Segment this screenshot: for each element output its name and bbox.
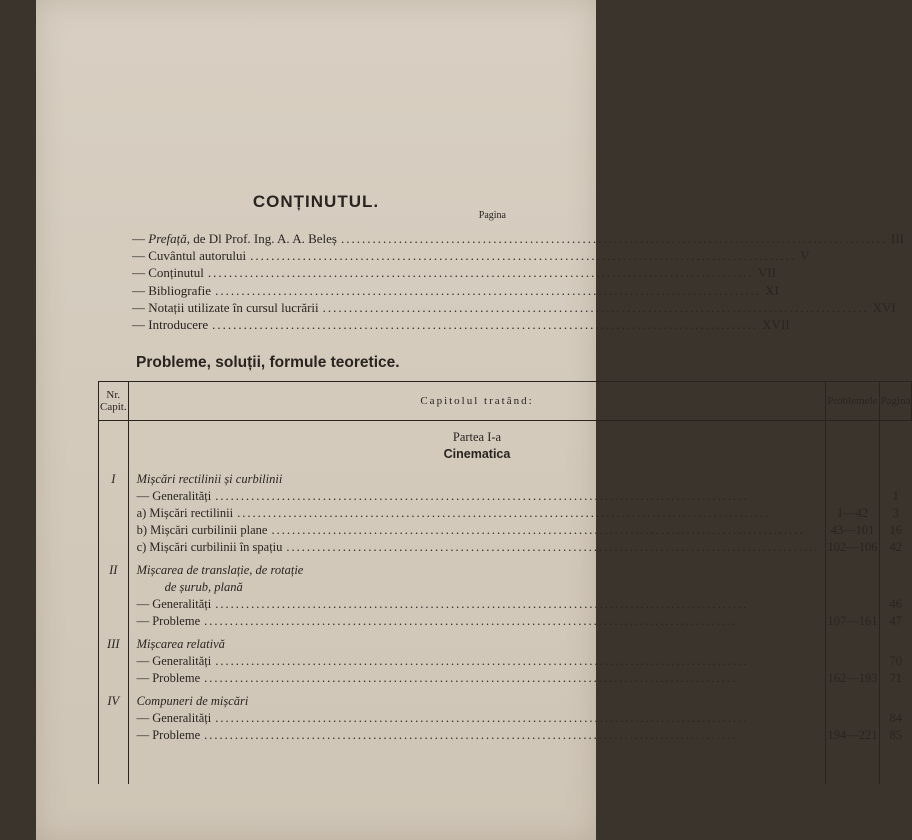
chapter-number <box>99 579 128 596</box>
front-matter-label: — Bibliografie <box>132 282 212 298</box>
chapter-entry <box>129 653 826 670</box>
chapter-number: I <box>111 472 116 486</box>
pagina-column-header: Pagina <box>478 210 506 221</box>
chapter-entry <box>129 670 826 687</box>
entry-page: 16 <box>889 523 902 537</box>
dot-leader <box>215 488 819 505</box>
spacer <box>826 429 878 446</box>
dot-leader <box>215 710 819 727</box>
chapter-entry <box>129 636 826 653</box>
chapter-title: Mișcarea relativă <box>136 637 225 651</box>
spacer <box>880 421 912 429</box>
entry-page: 71 <box>889 671 902 685</box>
chapter-entry <box>129 488 826 505</box>
problem-range <box>826 579 878 596</box>
dot-leader <box>215 653 819 670</box>
problem-range: 162—193 <box>827 671 878 685</box>
front-matter-label: — Conținutul <box>132 265 204 281</box>
front-matter-item <box>132 316 790 334</box>
contents-table <box>98 381 912 784</box>
header-pagina: Pagina <box>879 382 912 421</box>
chapter-number <box>99 653 128 670</box>
entry-page <box>880 693 912 710</box>
entry-label: — Generalități <box>136 597 212 611</box>
entry-page: 84 <box>889 711 902 725</box>
chapter-number <box>99 727 128 744</box>
dot-leader <box>204 613 819 630</box>
header-problemele: Problemele <box>826 382 879 421</box>
chapter-entry <box>129 613 826 630</box>
entry-label: — Generalități <box>136 489 212 503</box>
problem-range: 1—42 <box>836 506 869 520</box>
header-nr-capit: Nr. Capit. <box>99 382 129 421</box>
chapter-number <box>99 596 128 613</box>
front-matter-item <box>132 299 896 317</box>
spacer <box>826 463 878 471</box>
entry-page: 42 <box>889 540 902 554</box>
problem-range: 107—161 <box>827 614 878 628</box>
spacer <box>129 463 826 471</box>
front-matter-item <box>132 248 810 265</box>
chapter-number <box>99 505 128 522</box>
part-name: Cinematica <box>443 447 511 461</box>
entry-page: 3 <box>892 506 899 520</box>
chapter-number <box>99 710 128 727</box>
chapter-number <box>99 670 128 687</box>
spacer <box>99 446 128 463</box>
dot-leader <box>237 505 819 522</box>
entry-page <box>880 471 912 488</box>
entry-label: — Probleme <box>136 614 201 628</box>
chapter-number: II <box>109 563 118 577</box>
entry-page <box>880 636 912 653</box>
dot-leader <box>208 265 754 281</box>
entry-page: 47 <box>889 614 902 628</box>
chapter-number: III <box>107 637 120 651</box>
chapter-number <box>99 539 128 556</box>
entry-page: 1 <box>892 489 899 503</box>
spacer <box>99 463 128 471</box>
entry-page: 85 <box>889 728 902 742</box>
spacer <box>129 421 826 429</box>
dot-leader <box>250 248 796 264</box>
entry-page: 46 <box>889 597 902 611</box>
front-matter-label: — Introducere <box>132 316 209 332</box>
front-matter-page: III <box>890 231 904 246</box>
front-matter-page: VII <box>757 265 776 281</box>
dot-leader <box>271 522 819 539</box>
front-matter-page: XVI <box>872 299 896 315</box>
problem-range: 194—221 <box>827 728 878 742</box>
problem-range <box>826 636 878 653</box>
spacer <box>826 421 878 429</box>
chapter-number <box>99 488 128 505</box>
front-matter-item <box>132 282 779 300</box>
front-matter-label: — Notații utilizate în cursul lucrării <box>132 299 319 315</box>
chapter-entry <box>129 579 826 596</box>
dot-leader <box>204 670 819 687</box>
chapter-entry <box>129 596 826 613</box>
chapter-entry <box>129 710 826 727</box>
entry-page: 70 <box>889 654 902 668</box>
dot-leader <box>341 231 887 247</box>
front-matter-page: XVII <box>762 316 790 332</box>
entry-label: — Probleme <box>136 728 201 742</box>
front-matter-list <box>132 231 904 334</box>
section-subtitle: Probleme, soluții, formule teoretice. <box>136 354 400 371</box>
entry-page <box>880 579 912 596</box>
spacer <box>99 421 128 429</box>
problem-range <box>826 710 878 727</box>
problem-range: 102—106 <box>827 540 878 554</box>
spacer <box>99 429 128 446</box>
column-nr <box>99 421 129 785</box>
front-matter-item <box>132 231 904 248</box>
spacer <box>880 429 912 446</box>
spacer <box>99 744 128 784</box>
entry-page <box>880 562 912 579</box>
front-matter-label: — Prefață, de Dl Prof. Ing. A. A. Beleș <box>132 231 337 246</box>
spacer <box>880 463 912 471</box>
dot-leader <box>215 596 819 613</box>
chapter-number <box>99 522 128 539</box>
front-matter-label-italic: Prefață <box>148 231 187 246</box>
problem-range <box>826 653 878 670</box>
dot-leader <box>286 539 819 556</box>
problem-range <box>826 471 878 488</box>
spacer <box>129 744 826 784</box>
chapter-entry <box>129 505 826 522</box>
spacer <box>880 744 912 784</box>
chapter-title: Mișcări rectilinii și curbilinii <box>136 472 283 486</box>
problem-range: 43—101 <box>830 523 875 537</box>
problem-range <box>826 562 878 579</box>
chapter-title: Mișcarea de translație, de rotație <box>136 563 304 577</box>
dot-leader <box>215 283 761 299</box>
chapter-entry <box>129 727 826 744</box>
entry-label: c) Mișcări curbilinii în spațiu <box>136 540 283 554</box>
problem-range <box>826 693 878 710</box>
entry-label: — Probleme <box>136 671 201 685</box>
book-page <box>36 0 911 840</box>
front-matter-item <box>132 265 776 282</box>
spacer <box>826 446 878 463</box>
column-problemele <box>826 421 879 785</box>
dot-leader <box>323 300 869 316</box>
front-matter-page: XI <box>765 282 779 298</box>
chapter-title: Compuneri de mișcări <box>136 694 249 708</box>
entry-label: — Generalități <box>136 711 212 725</box>
entry-label: — Generalități <box>136 654 212 668</box>
problem-range <box>826 596 878 613</box>
page-title: CONȚINUTUL. <box>252 192 380 211</box>
part-label: Partea I-a <box>452 430 502 444</box>
spacer <box>826 744 878 784</box>
chapter-entry <box>129 539 826 556</box>
column-pagina <box>879 421 912 785</box>
spacer <box>880 446 912 463</box>
chapter-entry <box>129 522 826 539</box>
front-matter-page: V <box>800 248 810 264</box>
chapter-number: IV <box>107 694 120 708</box>
entry-label: b) Mișcări curbilinii plane <box>136 523 268 537</box>
dot-leader <box>212 317 758 333</box>
column-capitolul <box>128 421 826 785</box>
header-capitolul: Capitolul tratând: <box>128 382 826 421</box>
problem-range <box>826 488 878 505</box>
chapter-entry <box>129 693 826 710</box>
chapter-title: de șurub, plană <box>164 580 243 594</box>
front-matter-label: — Cuvântul autorului <box>132 248 247 264</box>
chapter-entry <box>129 471 826 488</box>
dot-leader <box>204 727 819 744</box>
chapter-number <box>99 613 128 630</box>
entry-label: a) Mișcări rectilinii <box>136 506 234 520</box>
chapter-entry <box>129 562 826 579</box>
